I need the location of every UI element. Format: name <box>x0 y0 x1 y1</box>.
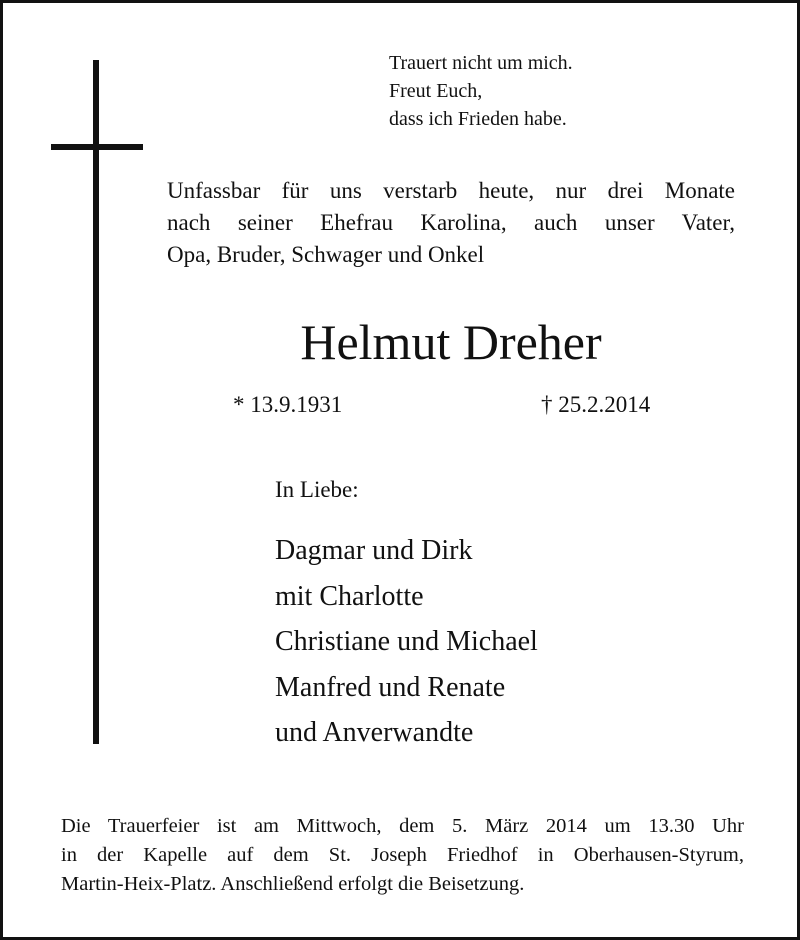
intro-line: Opa, Bruder, Schwager und Onkel <box>167 242 485 267</box>
funeral-details <box>61 812 744 899</box>
poem-line: Trauert nicht um mich. <box>389 52 573 74</box>
mourners-heading: In Liebe: <box>275 477 359 502</box>
mourner-line: mit Charlotte <box>275 580 424 612</box>
funeral-line: Die Trauerfeier ist am Mittwoch, dem 5. März 2014 um 13.30 Uhr <box>61 815 744 837</box>
death-date: † 25.2.2014 <box>541 392 651 417</box>
deceased-name: Helmut Dreher <box>300 314 602 370</box>
intro-text <box>167 175 735 271</box>
intro-line: Unfassbar für uns verstarb heute, nur drei Monate <box>167 178 735 203</box>
mourner-line: Christiane und Michael <box>275 626 538 657</box>
mourner-line: und Anverwandte <box>275 717 474 748</box>
intro-line: nach seiner Ehefrau Karolina, auch unser Vater, <box>167 210 735 235</box>
mourner-line: Manfred und Renate <box>275 671 506 703</box>
poem-line: Freut Euch, <box>389 80 483 102</box>
funeral-line: Martin-Heix-Platz. Anschließend erfolgt die Beisetzung. <box>61 873 525 895</box>
mourner-line: Dagmar und Dirk <box>275 535 473 566</box>
cross-vertical-bar <box>93 60 99 744</box>
birth-date: * 13.9.1931 <box>233 392 343 417</box>
poem-line: dass ich Frieden habe. <box>389 108 567 130</box>
poem-quote <box>389 49 573 133</box>
cross-horizontal-bar <box>51 144 143 150</box>
mourners-list <box>275 528 538 756</box>
funeral-line: in der Kapelle auf dem St. Joseph Friedhof in Oberhausen-Styrum, <box>61 844 744 866</box>
